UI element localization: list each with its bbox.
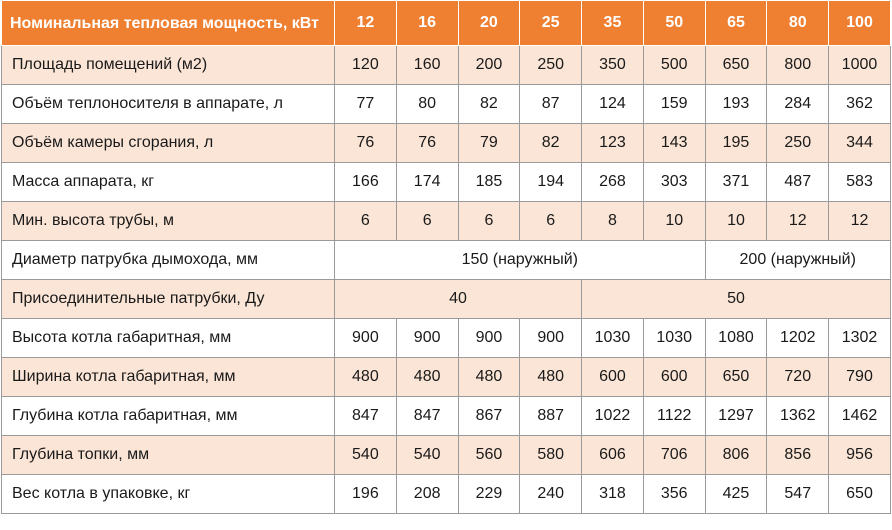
value-cell: 193 — [705, 85, 767, 124]
value-cell: 356 — [643, 475, 705, 514]
table-row — [2, 397, 891, 436]
value-cell: 600 — [582, 358, 644, 397]
value-cell: 956 — [829, 436, 891, 475]
value-cell: 50 — [582, 280, 891, 319]
value-cell: 1462 — [829, 397, 891, 436]
value-cell: 900 — [396, 319, 458, 358]
row-label-cell: Мин. высота трубы, м — [2, 202, 335, 241]
row-label-cell: Объём камеры сгорания, л — [2, 124, 335, 163]
value-cell: 194 — [520, 163, 582, 202]
value-cell: 200 — [458, 46, 520, 85]
value-cell: 600 — [643, 358, 705, 397]
value-cell: 425 — [705, 475, 767, 514]
value-cell: 120 — [335, 46, 397, 85]
value-cell: 480 — [396, 358, 458, 397]
table-row — [2, 163, 891, 202]
value-cell: 159 — [643, 85, 705, 124]
value-cell: 847 — [335, 397, 397, 436]
value-cell: 303 — [643, 163, 705, 202]
value-cell: 250 — [767, 124, 829, 163]
row-label-cell: Объём теплоносителя в аппарате, л — [2, 85, 335, 124]
value-cell: 12 — [829, 202, 891, 241]
value-cell: 806 — [705, 436, 767, 475]
value-cell: 6 — [335, 202, 397, 241]
value-cell: 362 — [829, 85, 891, 124]
value-cell: 6 — [458, 202, 520, 241]
value-cell: 540 — [396, 436, 458, 475]
value-cell: 650 — [705, 358, 767, 397]
value-cell: 208 — [396, 475, 458, 514]
row-label-cell: Вес котла в упаковке, кг — [2, 475, 335, 514]
value-cell: 123 — [582, 124, 644, 163]
value-cell: 6 — [396, 202, 458, 241]
value-cell: 560 — [458, 436, 520, 475]
value-cell: 1022 — [582, 397, 644, 436]
header-power-cell: 12 — [335, 1, 397, 46]
value-cell: 195 — [705, 124, 767, 163]
value-cell: 867 — [458, 397, 520, 436]
row-label-cell: Присоединительные патрубки, Ду — [2, 280, 335, 319]
table-row — [2, 241, 891, 280]
value-cell: 12 — [767, 202, 829, 241]
value-cell: 547 — [767, 475, 829, 514]
value-cell: 124 — [582, 85, 644, 124]
value-cell: 900 — [520, 319, 582, 358]
value-cell: 1362 — [767, 397, 829, 436]
value-cell: 229 — [458, 475, 520, 514]
header-power-cell: 80 — [767, 1, 829, 46]
value-cell: 1030 — [643, 319, 705, 358]
value-cell: 10 — [643, 202, 705, 241]
header-power-cell: 35 — [582, 1, 644, 46]
value-cell: 1297 — [705, 397, 767, 436]
row-label-cell: Масса аппарата, кг — [2, 163, 335, 202]
value-cell: 87 — [520, 85, 582, 124]
value-cell: 350 — [582, 46, 644, 85]
value-cell: 1080 — [705, 319, 767, 358]
value-cell: 887 — [520, 397, 582, 436]
table-row — [2, 202, 891, 241]
value-cell: 10 — [705, 202, 767, 241]
value-cell: 174 — [396, 163, 458, 202]
row-label-cell: Ширина котла габаритная, мм — [2, 358, 335, 397]
table-row — [2, 475, 891, 514]
value-cell: 900 — [458, 319, 520, 358]
row-label-cell: Высота котла габаритная, мм — [2, 319, 335, 358]
header-power-cell: 20 — [458, 1, 520, 46]
value-cell: 606 — [582, 436, 644, 475]
value-cell: 500 — [643, 46, 705, 85]
value-cell: 480 — [520, 358, 582, 397]
header-power-cell: 50 — [643, 1, 705, 46]
header-row — [2, 1, 891, 46]
row-label-cell: Глубина котла габаритная, мм — [2, 397, 335, 436]
value-cell: 847 — [396, 397, 458, 436]
header-power-cell: 16 — [396, 1, 458, 46]
value-cell: 80 — [396, 85, 458, 124]
value-cell: 487 — [767, 163, 829, 202]
value-cell: 800 — [767, 46, 829, 85]
value-cell: 250 — [520, 46, 582, 85]
header-power-cell: 100 — [829, 1, 891, 46]
table-header — [2, 1, 891, 46]
table-row — [2, 358, 891, 397]
value-cell: 480 — [335, 358, 397, 397]
value-cell: 480 — [458, 358, 520, 397]
value-cell: 1122 — [643, 397, 705, 436]
value-cell: 1202 — [767, 319, 829, 358]
header-power-cell: 65 — [705, 1, 767, 46]
row-label-cell: Площадь помещений (м2) — [2, 46, 335, 85]
value-cell: 706 — [643, 436, 705, 475]
value-cell: 1000 — [829, 46, 891, 85]
value-cell: 344 — [829, 124, 891, 163]
table-row — [2, 124, 891, 163]
value-cell: 900 — [335, 319, 397, 358]
value-cell: 790 — [829, 358, 891, 397]
value-cell: 856 — [767, 436, 829, 475]
value-cell: 196 — [335, 475, 397, 514]
value-cell: 200 (наружный) — [705, 241, 890, 280]
value-cell: 143 — [643, 124, 705, 163]
header-label-cell: Номинальная тепловая мощность, кВт — [2, 1, 335, 46]
value-cell: 82 — [458, 85, 520, 124]
value-cell: 284 — [767, 85, 829, 124]
value-cell: 650 — [705, 46, 767, 85]
table-row — [2, 46, 891, 85]
value-cell: 1030 — [582, 319, 644, 358]
value-cell: 160 — [396, 46, 458, 85]
value-cell: 77 — [335, 85, 397, 124]
value-cell: 720 — [767, 358, 829, 397]
value-cell: 318 — [582, 475, 644, 514]
value-cell: 540 — [335, 436, 397, 475]
value-cell: 82 — [520, 124, 582, 163]
value-cell: 40 — [335, 280, 582, 319]
value-cell: 150 (наружный) — [335, 241, 706, 280]
value-cell: 8 — [582, 202, 644, 241]
header-power-cell: 25 — [520, 1, 582, 46]
value-cell: 185 — [458, 163, 520, 202]
value-cell: 580 — [520, 436, 582, 475]
value-cell: 240 — [520, 475, 582, 514]
table-row — [2, 436, 891, 475]
value-cell: 166 — [335, 163, 397, 202]
row-label-cell: Диаметр патрубка дымохода, мм — [2, 241, 335, 280]
value-cell: 76 — [396, 124, 458, 163]
value-cell: 1302 — [829, 319, 891, 358]
value-cell: 650 — [829, 475, 891, 514]
value-cell: 583 — [829, 163, 891, 202]
value-cell: 6 — [520, 202, 582, 241]
value-cell: 76 — [335, 124, 397, 163]
table-row — [2, 85, 891, 124]
table-row — [2, 319, 891, 358]
row-label-cell: Глубина топки, мм — [2, 436, 335, 475]
value-cell: 371 — [705, 163, 767, 202]
value-cell: 79 — [458, 124, 520, 163]
value-cell: 268 — [582, 163, 644, 202]
table-body — [2, 46, 891, 514]
table-row — [2, 280, 891, 319]
boiler-spec-table — [1, 0, 891, 514]
